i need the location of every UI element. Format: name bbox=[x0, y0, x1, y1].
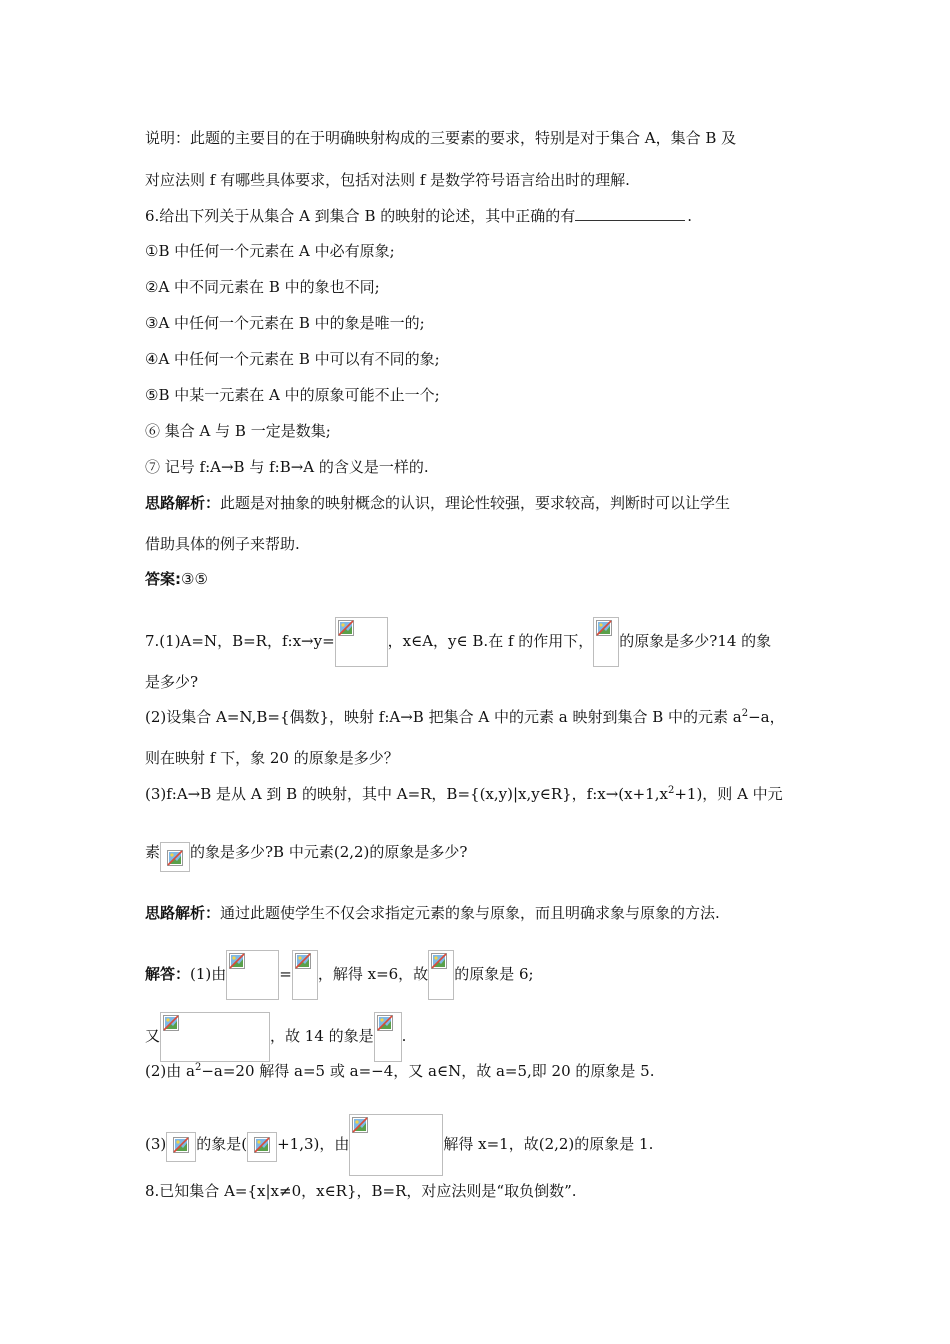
answer-label: 答案: bbox=[145, 570, 181, 588]
broken-image-icon bbox=[593, 617, 619, 667]
q6-item-6: ⑥ 集合 A 与 B 一定是数集; bbox=[145, 422, 331, 440]
broken-image-icon bbox=[247, 1132, 277, 1162]
broken-image-icon bbox=[335, 617, 388, 667]
q6-analysis-line-1 bbox=[145, 493, 730, 513]
solution-text: (3) bbox=[145, 1135, 167, 1153]
analysis-label: 思路解析： bbox=[145, 904, 221, 922]
solution-text: −a=20 解得 a=5 或 a=−4，又 a∈N，故 a=5,即 20 的原象是 5. bbox=[201, 1062, 655, 1080]
q7-text: ，x∈A，y∈ B.在 f 的作用下， bbox=[387, 632, 594, 650]
q7-text: 的象是多少?B 中元素(2,2)的原象是多少? bbox=[190, 843, 468, 861]
q6-item-7: ⑦ 记号 f:A→B 与 f:B→A 的含义是一样的. bbox=[145, 458, 429, 476]
q7-line-4: 则在映射 f 下，象 20 的原象是多少？ bbox=[145, 749, 399, 767]
q6-analysis-line-2: 借助具体的例子来帮助. bbox=[145, 535, 300, 553]
solution-text: 的原象是 6; bbox=[454, 965, 534, 983]
q6-item-3: ③A 中任何一个元素在 B 中的象是唯一的; bbox=[145, 314, 425, 332]
q7-text: +1)，则 A 中元 bbox=[674, 785, 783, 803]
broken-image-icon bbox=[428, 950, 454, 1000]
q6-stem-text: 6.给出下列关于从集合 A 到集合 B 的映射的论述，其中正确的有 bbox=[145, 207, 576, 225]
q6-stem bbox=[145, 206, 692, 226]
q7-solution-line-1 bbox=[145, 950, 534, 984]
q7-text: (2)设集合 A=N,B={偶数}，映射 f:A→B 把集合 A 中的元素 a 映射到集合 B 中的元素 a bbox=[145, 708, 742, 726]
broken-image-icon bbox=[166, 1132, 196, 1162]
q7-text: 素 bbox=[145, 843, 161, 861]
broken-image-icon bbox=[349, 1114, 443, 1176]
answer-value: ③⑤ bbox=[181, 570, 208, 588]
analysis-text: 此题是对抽象的映射概念的认识，理论性较强，要求较高，判断时可以让学生 bbox=[220, 494, 731, 512]
solution-label: 解答： bbox=[145, 965, 191, 983]
q7-solution-line-2 bbox=[145, 1012, 406, 1046]
q7-line-2: 是多少? bbox=[145, 673, 199, 691]
q7-line-3 bbox=[145, 707, 785, 727]
q7-line-6 bbox=[145, 842, 467, 862]
solution-text: . bbox=[401, 1027, 407, 1045]
broken-image-icon bbox=[226, 950, 279, 1000]
q7-solution-line-4 bbox=[145, 1114, 653, 1154]
q6-item-5: ⑤B 中某一元素在 A 中的原象可能不止一个; bbox=[145, 386, 440, 404]
q7-analysis bbox=[145, 903, 720, 923]
intro-line-2: 对应法则 f 有哪些具体要求，包括对法则 f 是数学符号语言给出时的理解. bbox=[145, 171, 630, 189]
q6-item-2: ②A 中不同元素在 B 中的象也不同; bbox=[145, 278, 380, 296]
solution-text: ，解得 x=6，故 bbox=[317, 965, 429, 983]
solution-text: +1,3)，由 bbox=[277, 1135, 350, 1153]
superscript: 2 bbox=[667, 785, 675, 796]
q7-solution-line-3 bbox=[145, 1061, 655, 1081]
solution-text: ，故 14 的象是 bbox=[270, 1027, 374, 1045]
analysis-label: 思路解析： bbox=[145, 494, 221, 512]
q7-text: 的原象是多少?14 的象 bbox=[619, 632, 772, 650]
q7-text: 7.(1)A=N，B=R，f:x→y= bbox=[145, 632, 335, 650]
q6-item-1: ①B 中任何一个元素在 A 中必有原象; bbox=[145, 242, 395, 260]
solution-text: 的象是( bbox=[196, 1135, 248, 1153]
broken-image-icon bbox=[160, 842, 190, 872]
solution-text: 又 bbox=[145, 1027, 161, 1045]
intro-line-1: 说明：此题的主要目的在于明确映射构成的三要素的要求，特别是对于集合 A，集合 B 及 bbox=[145, 129, 737, 147]
superscript: 2 bbox=[194, 1062, 202, 1073]
q8-stem: 8.已知集合 A={x|x≠0，x∈R}，B=R，对应法则是“取负倒数”. bbox=[145, 1182, 577, 1200]
broken-image-icon bbox=[160, 1012, 270, 1062]
superscript: 2 bbox=[741, 708, 749, 719]
broken-image-icon bbox=[374, 1012, 402, 1062]
solution-text: (1)由 bbox=[190, 965, 227, 983]
q7-text: −a， bbox=[748, 708, 785, 726]
q7-line-5 bbox=[145, 784, 783, 804]
q6-item-4: ④A 中任何一个元素在 B 中可以有不同的象; bbox=[145, 350, 440, 368]
q7-text: (3)f:A→B 是从 A 到 B 的映射，其中 A=R，B={(x,y)|x,y∈R}，f:x→(x+1,x bbox=[145, 785, 668, 803]
broken-image-icon bbox=[292, 950, 318, 1000]
q7-line-1 bbox=[145, 617, 771, 651]
solution-text: (2)由 a bbox=[145, 1062, 195, 1080]
answer-blank bbox=[575, 206, 685, 221]
q6-stem-end: . bbox=[687, 207, 693, 225]
analysis-text: 通过此题使学生不仅会求指定元素的象与原象，而且明确求象与原象的方法. bbox=[220, 904, 720, 922]
q6-answer bbox=[145, 569, 208, 589]
solution-text: = bbox=[279, 965, 292, 983]
solution-text: 解得 x=1，故(2,2)的原象是 1. bbox=[443, 1135, 654, 1153]
